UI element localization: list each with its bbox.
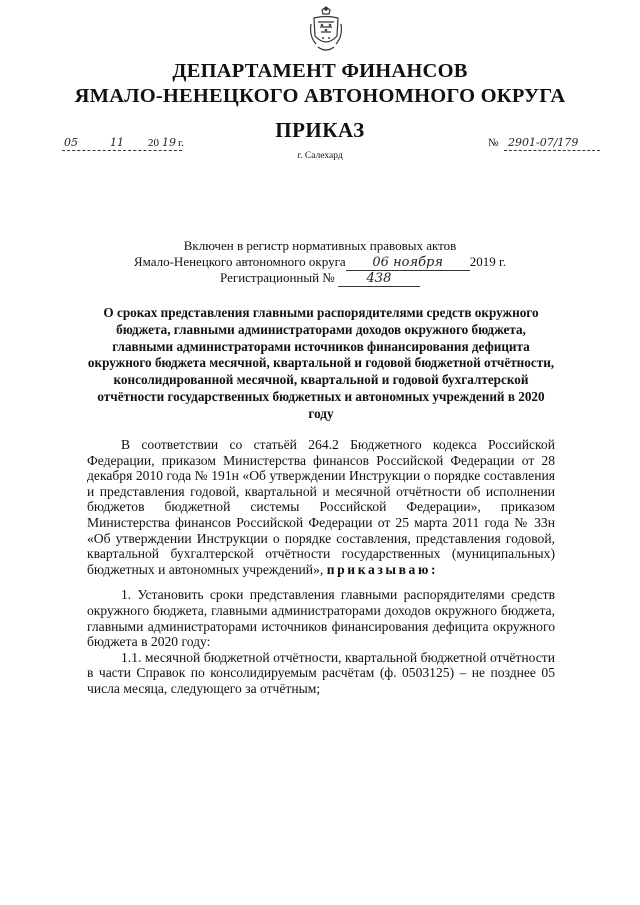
registration-number: 438 [338,271,420,287]
city-label: г. Салехард [297,151,343,161]
coat-of-arms-emblem [308,6,344,56]
date-suffix: г. [178,137,185,149]
preamble-text: В соответствии со статьёй 264.2 Бюджетного кодекса Российской Федерации, приказом Министерства финансов Российской Федерации от 28 декабря 2010 года № 191н «Об утверждении Инструкции о порядке составления и представления годовой, квартальной и месячной отчётности об исполнении бюджетов бюджетной системы Российской Федерации», приказом Министерства финансов Российской Федерации от 25 марта 2011 года № 33н «Об утверждении Инструкции о порядке составления, представления годовой, квартальной бухгалтерской отчётности государственных (муниципальных) бюджетных и автономных учреждений», [87,437,555,577]
registration-line-1: Включен в регистр нормативных правовых актов [183,238,457,253]
date-day: 05 [64,136,78,149]
registration-region: Ямало-Ненецкого автономного округа [133,254,346,269]
order-word: приказываю: [326,561,439,577]
registration-year: 2019 г. [469,254,507,269]
date-year: 19 [162,136,176,149]
order-number: 2901-07/179 [508,136,579,149]
number-prefix: № [488,137,499,149]
registration-line-3 [0,270,640,287]
document-type-heading: ПРИКАЗ [275,118,365,142]
registration-date: 06 ноября [346,255,470,271]
department-name-line-1: ДЕПАРТАМЕНТ ФИНАНСОВ [172,60,468,82]
registration-line-2 [0,254,640,271]
date-century: 20 [148,137,159,149]
item-1-1-paragraph: 1.1. месячной бюджетной отчётности, квартальной бюджетной отчётности в части Справок по консолидируемым расчётам (ф. 0503125) – не позднее 05 числа месяца, следующего за отчётным; [87,649,555,696]
order-number-field [488,136,608,152]
document-body [87,437,555,697]
item-1-paragraph: 1. Установить сроки представления главными распорядителями средств окружного бюджета, главными администраторами доходов окружного бюджета, главными администраторами источников финансирования дефицита окружного бюджета в 2020 году: [87,587,555,650]
date-month: 11 [110,136,124,149]
document-title: О сроках представления главными распорядителями средств окружного бюджета, главными администраторами доходов окружного бюджета, главными администраторами источников финансирования дефицита окружного бюджета месячной, квартальной и годовой бюджетной отчётности, консолидированной месячной, квартальной и годовой бухгалтерской отчётности государственных бюджетных и автономных учреждений в 2020 году [87,305,555,421]
department-name-line-2: ЯМАЛО-НЕНЕЦКОГО АВТОНОМНОГО ОКРУГА [74,85,566,107]
registration-number-label: Регистрационный № [220,270,335,285]
order-date-field [62,136,202,152]
preamble-paragraph [87,437,555,577]
